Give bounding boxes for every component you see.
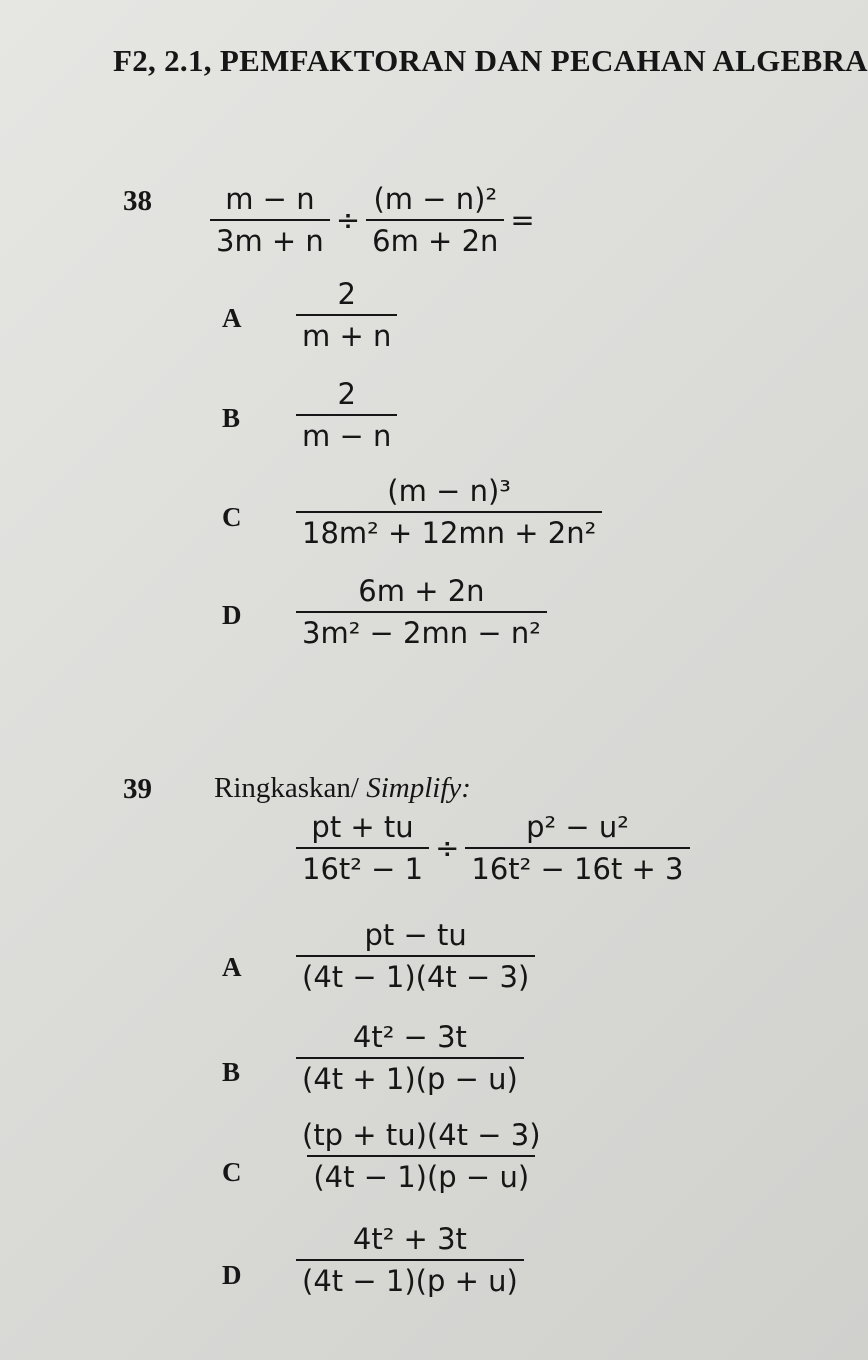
q38-right-fraction xyxy=(366,184,504,258)
q39-option-d-label[interactable]: D xyxy=(222,1260,242,1290)
q39-left-denominator: 16t² − 1 xyxy=(296,847,429,885)
question-39-number: 39 xyxy=(123,773,152,805)
q38-right-numerator: (m − n)² xyxy=(373,182,498,216)
question-39-expression xyxy=(296,812,690,886)
q38-option-a[interactable] xyxy=(296,279,397,353)
q39-right-numerator: p² − u² xyxy=(526,810,629,844)
equals-sign: = xyxy=(510,203,535,238)
q38-option-c-numerator: (m − n)³ xyxy=(387,474,511,508)
q39-option-d[interactable] xyxy=(296,1224,524,1298)
q39-option-b-denominator: (4t + 1)(p − u) xyxy=(296,1057,524,1095)
q39-option-a-numerator: pt − tu xyxy=(364,918,467,952)
q39-right-denominator: 16t² − 16t + 3 xyxy=(465,847,689,885)
q39-option-c-label[interactable]: C xyxy=(222,1157,242,1187)
q39-option-b-label[interactable]: B xyxy=(222,1057,241,1087)
q38-left-denominator: 3m + n xyxy=(210,219,330,257)
division-sign: ÷ xyxy=(335,203,361,238)
q39-right-fraction xyxy=(465,812,689,886)
q38-left-numerator: m − n xyxy=(225,182,315,216)
q38-option-d-numerator: 6m + 2n xyxy=(358,574,485,608)
q39-left-fraction xyxy=(296,812,429,886)
q39-option-b[interactable] xyxy=(296,1022,524,1096)
q39-option-c-denominator: (4t − 1)(p − u) xyxy=(307,1155,535,1193)
q39-option-a-denominator: (4t − 1)(4t − 3) xyxy=(296,955,535,993)
q38-left-fraction xyxy=(210,184,330,258)
prompt-malay: Ringkaskan/ xyxy=(214,772,367,804)
q38-option-d[interactable] xyxy=(296,576,547,650)
question-39-prompt xyxy=(214,772,471,805)
page-title: F2, 2.1, PEMFAKTORAN DAN PECAHAN ALGEBRA xyxy=(113,43,868,78)
q38-option-c-denominator: 18m² + 12mn + 2n² xyxy=(296,511,602,549)
q38-option-b[interactable] xyxy=(296,379,397,453)
q38-option-c[interactable] xyxy=(296,476,602,550)
q39-option-d-numerator: 4t² + 3t xyxy=(352,1222,467,1256)
division-sign: ÷ xyxy=(435,831,460,866)
q38-right-denominator: 6m + 2n xyxy=(366,219,504,257)
q38-option-b-label[interactable]: B xyxy=(222,403,241,433)
q39-option-a-label[interactable]: A xyxy=(222,952,242,982)
q38-option-a-denominator: m + n xyxy=(296,314,397,352)
question-38-number: 38 xyxy=(123,185,152,217)
q38-option-d-denominator: 3m² − 2mn − n² xyxy=(296,611,547,649)
q38-option-a-label[interactable]: A xyxy=(222,303,242,333)
q38-option-a-numerator: 2 xyxy=(337,277,356,311)
q39-option-c[interactable] xyxy=(296,1120,547,1194)
q39-option-d-denominator: (4t − 1)(p + u) xyxy=(296,1259,524,1297)
prompt-english: Simplify: xyxy=(366,772,471,804)
q39-option-c-numerator: (tp + tu)(4t − 3) xyxy=(302,1118,541,1152)
q38-option-b-denominator: m − n xyxy=(296,414,397,452)
q38-option-d-label[interactable]: D xyxy=(222,600,242,630)
q38-option-b-numerator: 2 xyxy=(337,377,356,411)
q38-option-c-label[interactable]: C xyxy=(222,502,242,532)
q39-option-a[interactable] xyxy=(296,920,535,994)
q39-option-b-numerator: 4t² − 3t xyxy=(352,1020,467,1054)
q39-left-numerator: pt + tu xyxy=(311,810,414,844)
question-38-expression xyxy=(210,184,541,258)
